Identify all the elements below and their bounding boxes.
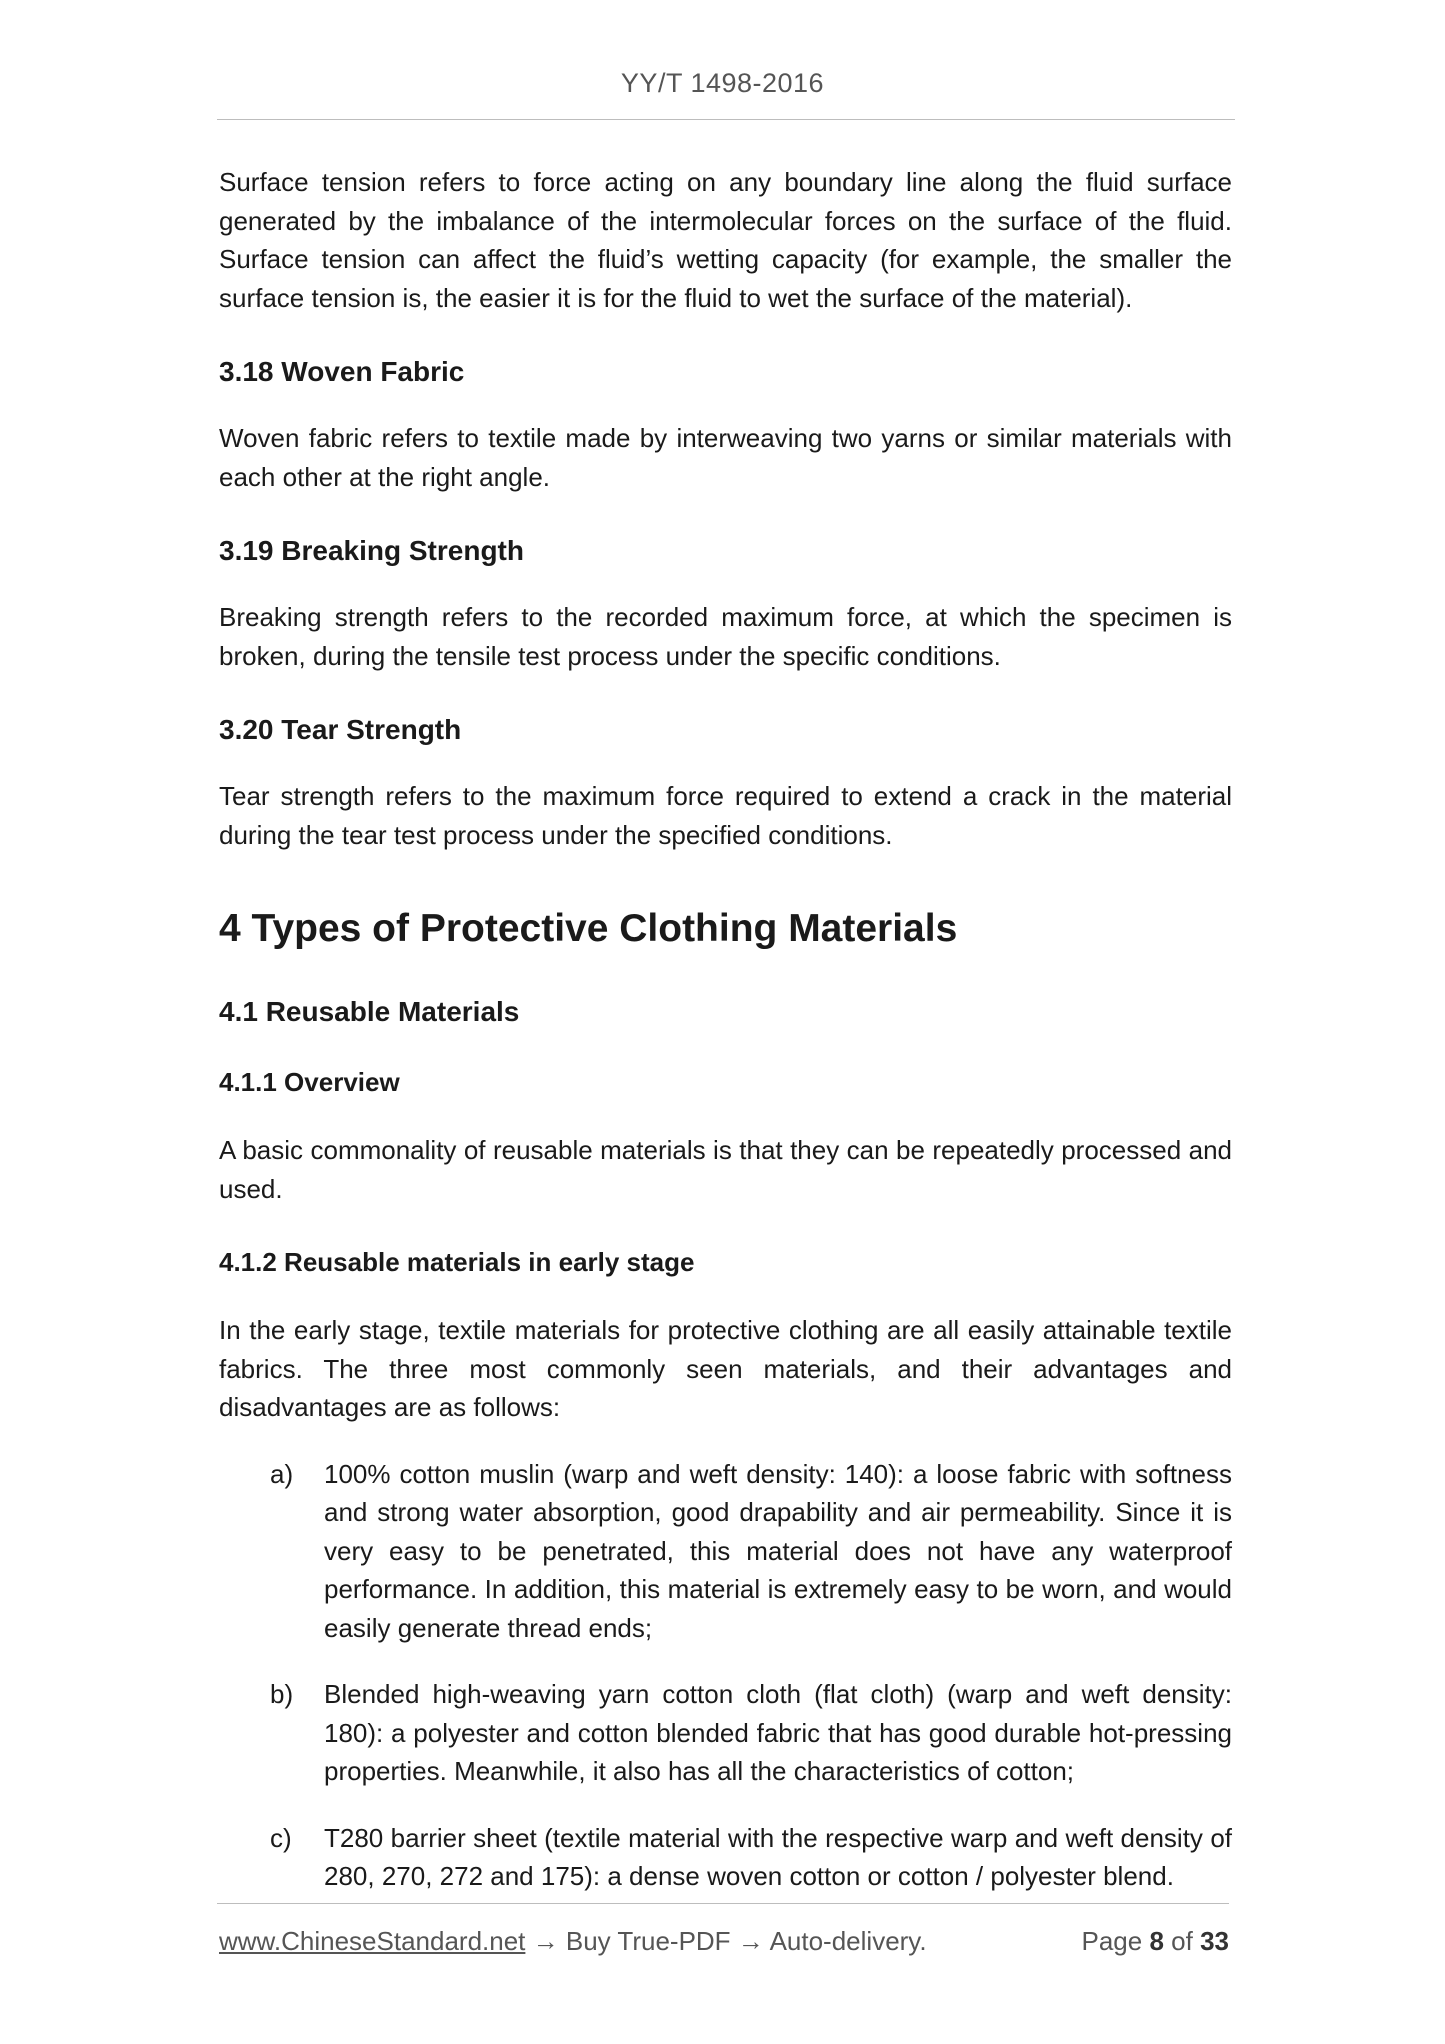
section-4-1-2-heading: 4.1.2 Reusable materials in early stage bbox=[219, 1247, 695, 1277]
section-3-20-heading: 3.20 Tear Strength bbox=[219, 714, 462, 745]
list-marker: b) bbox=[270, 1679, 294, 1709]
list-item-text: Blended high-weaving yarn cotton cloth (flat cloth) (warp and weft density: 180): a polyester and cotton blended fabric that has good durable hot-pressing properties. Meanwhile, it also has all the characteristics of cotton; bbox=[324, 1679, 1232, 1786]
list-item bbox=[219, 1819, 1232, 1896]
document-id-header: YY/T 1498-2016 bbox=[620, 68, 825, 98]
page-of-label: of bbox=[1171, 1926, 1193, 1956]
page-content bbox=[219, 163, 1232, 1896]
list-item-text: 100% cotton muslin (warp and weft density: 140): a loose fabric with softness and strong water absorption, good drapability and air permeability. Since it is very easy to be penetrated, this material does not have any waterproof performance. In addition, this material is extremely easy to be worn, and would easily generate thread ends; bbox=[324, 1458, 1232, 1643]
page-number bbox=[1081, 1924, 1229, 1958]
website-link[interactable]: www.ChineseStandard.net bbox=[219, 1926, 526, 1956]
page-label: Page bbox=[1081, 1926, 1143, 1956]
section-4-1-1-heading: 4.1.1 Overview bbox=[219, 1067, 400, 1097]
list-item bbox=[219, 1455, 1232, 1648]
header-divider bbox=[217, 119, 1235, 120]
list-item-text: T280 barrier sheet (textile material with the respective warp and weft density of 280, 270, 272 and 175): a dense woven cotton or cotton / polyester blend. bbox=[324, 1822, 1232, 1891]
list-marker: a) bbox=[270, 1458, 294, 1489]
total-pages: 33 bbox=[1200, 1926, 1229, 1956]
current-page: 8 bbox=[1149, 1926, 1164, 1956]
section-4-1-1-paragraph: A basic commonality of reusable materials is that they can be repeatedly processed and used. bbox=[219, 1135, 1232, 1204]
section-3-18-paragraph: Woven fabric refers to textile made by interweaving two yarns or similar materials with each other at the right angle. bbox=[219, 423, 1232, 492]
surface-tension-paragraph: Surface tension refers to force acting on any boundary line along the fluid surface generated by the imbalance of the intermolecular forces on the surface of the fluid. Surface tension can affect the fluid’s wetting capacity (for example, the smaller the surface tension is, the easier it is for the fluid to wet the surface of the material). bbox=[219, 167, 1232, 313]
section-3-20-paragraph: Tear strength refers to the maximum force required to extend a crack in the material during the tear test process under the specified conditions. bbox=[219, 781, 1232, 850]
section-3-18-heading: 3.18 Woven Fabric bbox=[219, 356, 465, 387]
section-4-1-2-paragraph: In the early stage, textile materials for protective clothing are all easily attainable textile fabrics. The three most commonly seen materials, and their advantages and disadvantages are as follows: bbox=[219, 1315, 1232, 1422]
section-3-19-paragraph: Breaking strength refers to the recorded maximum force, at which the specimen is broken, during the tensile test process under the specific conditions. bbox=[219, 602, 1232, 671]
section-4-1-heading: 4.1 Reusable Materials bbox=[219, 996, 520, 1027]
section-3-19-heading: 3.19 Breaking Strength bbox=[219, 535, 524, 566]
section-4-heading: 4 Types of Protective Clothing Materials bbox=[219, 907, 958, 950]
footer-promo bbox=[219, 1924, 927, 1958]
footer-divider bbox=[217, 1903, 1229, 1904]
footer-promo-text: → Buy True-PDF → Auto-delivery. bbox=[525, 1926, 927, 1956]
list-marker: c) bbox=[270, 1822, 292, 1853]
list-item bbox=[219, 1675, 1232, 1791]
